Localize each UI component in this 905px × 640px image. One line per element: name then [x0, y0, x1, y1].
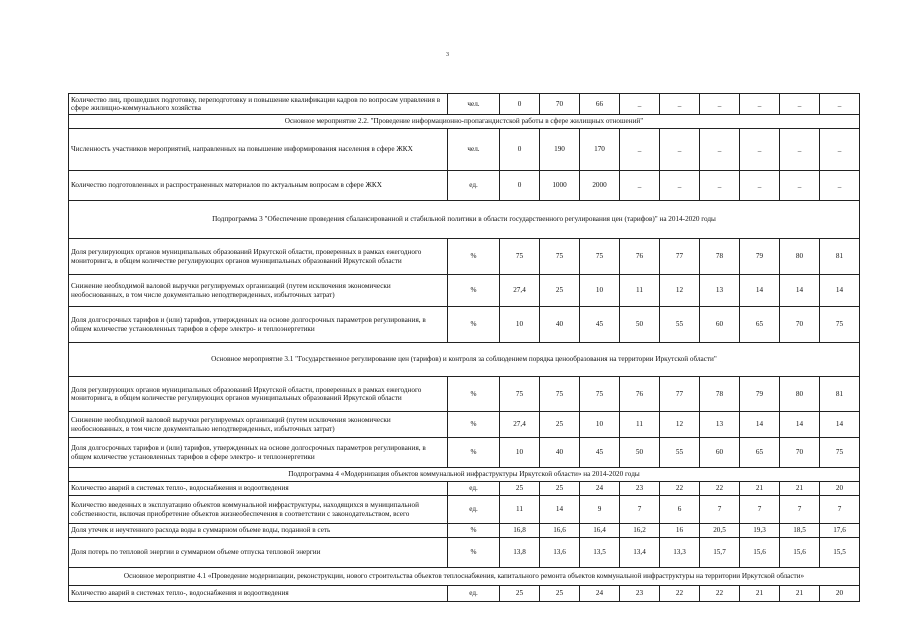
value-cell: _	[740, 129, 780, 171]
value-cell: 45	[580, 438, 620, 468]
value-cell: 7	[740, 496, 780, 524]
table-row	[69, 538, 860, 568]
value-cell: 11	[620, 275, 660, 307]
value-cell: 21	[740, 586, 780, 602]
section-title: Основное мероприятие 2.2. "Проведение информационно-пропагандистской работы в сфере жилищных отношений"	[69, 115, 860, 129]
value-cell: _	[820, 171, 860, 201]
value-cell: 16,8	[500, 524, 540, 538]
value-cell: 75	[540, 377, 580, 412]
indicator-name: Доля регулирующих органов муниципальных образований Иркутской области, проверенных в рамках ежегодного мониторинга, в общем количестве регулирующих органов муниципальных образований Иркутской области	[69, 239, 448, 275]
value-cell: 17,6	[820, 524, 860, 538]
section-header-row	[69, 115, 860, 129]
value-cell: 75	[580, 239, 620, 275]
section-title: Основное мероприятие 4.1 «Проведение модернизации, реконструкции, нового строительства объектов теплоснабжения, капитального ремонта объектов коммунальной инфраструктуры на территории Иркутской области»	[69, 568, 860, 586]
indicator-name: Количество аварий в системах тепло-, водоснабжения и водоотведения	[69, 482, 448, 496]
value-cell: 14	[740, 412, 780, 438]
value-cell: 15,7	[700, 538, 740, 568]
value-cell: 10	[500, 438, 540, 468]
indicator-name: Количество введенных в эксплуатацию объектов коммунальной инфраструктуры, находящихся в муниципальной собственности, включая приобретение объектов жизнеобеспечения в соответствии с законодательством, всего	[69, 496, 448, 524]
value-cell: 10	[500, 307, 540, 343]
value-cell: 0	[500, 94, 540, 115]
value-cell: 20	[820, 482, 860, 496]
value-cell: 9	[580, 496, 620, 524]
value-cell: 22	[660, 586, 700, 602]
value-cell: 81	[820, 377, 860, 412]
value-cell: 65	[740, 307, 780, 343]
value-cell: 27,4	[500, 275, 540, 307]
indicator-name: Доля долгосрочных тарифов и (или) тарифов, утвержденных на основе долгосрочных параметров регулирования, в общем количестве установленных тарифов в сфере электро- и теплоэнергетики	[69, 438, 448, 468]
unit-cell: ед.	[448, 496, 500, 524]
value-cell: 65	[740, 438, 780, 468]
unit-cell: ед.	[448, 482, 500, 496]
value-cell: 25	[540, 482, 580, 496]
section-title: Подпрограмма 3 "Обеспечение проведения сбалансированной и стабильной политики в области государственного регулирования цен (тарифов)" на 2014-2020 годы	[69, 201, 860, 239]
section-title: Основное мероприятие 3.1 "Государственное регулирование цен (тарифов) и контроля за соблюдением порядка ценообразования на территории Иркутской области"	[69, 343, 860, 377]
value-cell: 16,6	[540, 524, 580, 538]
value-cell: 75	[820, 307, 860, 343]
value-cell: _	[820, 129, 860, 171]
value-cell: _	[780, 94, 820, 115]
unit-cell: %	[448, 438, 500, 468]
value-cell: _	[620, 94, 660, 115]
value-cell: _	[660, 129, 700, 171]
value-cell: 0	[500, 171, 540, 201]
section-header-row	[69, 343, 860, 377]
value-cell: 13,8	[500, 538, 540, 568]
value-cell: 66	[580, 94, 620, 115]
indicator-name: Количество лиц, прошедших подготовку, переподготовку и повышение квалификации кадров по вопросам управления в сфере жилищно-коммунального хозяйства	[69, 94, 448, 115]
value-cell: 13,3	[660, 538, 700, 568]
table-row	[69, 94, 860, 115]
value-cell: _	[780, 129, 820, 171]
value-cell: 75	[540, 239, 580, 275]
section-title: Подпрограмма 4 «Модернизация объектов коммунальной инфраструктуры Иркутской области» на 2014-2020 годы	[69, 468, 860, 482]
table-row	[69, 524, 860, 538]
value-cell: 22	[700, 586, 740, 602]
table-row	[69, 482, 860, 496]
value-cell: 22	[660, 482, 700, 496]
value-cell: 14	[780, 275, 820, 307]
value-cell: 11	[620, 412, 660, 438]
value-cell: 77	[660, 377, 700, 412]
table-row	[69, 586, 860, 602]
indicator-name: Доля долгосрочных тарифов и (или) тарифов, утвержденных на основе долгосрочных параметров регулирования, в общем количестве установленных тарифов в сфере электро- и теплоэнергетики	[69, 307, 448, 343]
value-cell: 55	[660, 438, 700, 468]
value-cell: 10	[580, 275, 620, 307]
value-cell: 14	[540, 496, 580, 524]
value-cell: _	[700, 94, 740, 115]
indicator-name: Доля регулирующих органов муниципальных образований Иркутской области, проверенных в рамках ежегодного мониторинга, в общем количестве регулирующих органов муниципальных образований Иркутской области	[69, 377, 448, 412]
unit-cell: %	[448, 239, 500, 275]
value-cell: 7	[820, 496, 860, 524]
value-cell: 16,2	[620, 524, 660, 538]
table-row	[69, 496, 860, 524]
table-row	[69, 275, 860, 307]
value-cell: 75	[500, 239, 540, 275]
table-row	[69, 307, 860, 343]
value-cell: 15,6	[780, 538, 820, 568]
value-cell: 13	[700, 412, 740, 438]
unit-cell: %	[448, 524, 500, 538]
table-row	[69, 377, 860, 412]
value-cell: 21	[740, 482, 780, 496]
value-cell: 19,3	[740, 524, 780, 538]
value-cell: 50	[620, 307, 660, 343]
section-header-row	[69, 568, 860, 586]
unit-cell: ед.	[448, 586, 500, 602]
value-cell: 40	[540, 307, 580, 343]
unit-cell: %	[448, 275, 500, 307]
indicator-name: Снижение необходимой валовой выручки регулируемых организаций (путем исключения экономически необоснованных, в том числе документально неподтвержденных, избыточных затрат)	[69, 275, 448, 307]
value-cell: _	[700, 171, 740, 201]
indicator-name: Количество подготовленных и распространенных материалов по актуальным вопросам в сфере ЖКХ	[69, 171, 448, 201]
value-cell: 12	[660, 275, 700, 307]
value-cell: 25	[500, 482, 540, 496]
value-cell: 0	[500, 129, 540, 171]
value-cell: 11	[500, 496, 540, 524]
value-cell: 16	[660, 524, 700, 538]
value-cell: 1000	[540, 171, 580, 201]
value-cell: 79	[740, 239, 780, 275]
value-cell: 15,5	[820, 538, 860, 568]
value-cell: 10	[580, 412, 620, 438]
page-number: 3	[446, 52, 449, 58]
value-cell: 60	[700, 307, 740, 343]
unit-cell: %	[448, 307, 500, 343]
value-cell: 14	[740, 275, 780, 307]
indicator-name: Доля утечек и неучтенного расхода воды в суммарном объеме воды, поданной в сеть	[69, 524, 448, 538]
value-cell: 14	[820, 275, 860, 307]
value-cell: 78	[700, 377, 740, 412]
unit-cell: ед.	[448, 171, 500, 201]
value-cell: _	[780, 171, 820, 201]
value-cell: 18,5	[780, 524, 820, 538]
value-cell: _	[700, 129, 740, 171]
value-cell: 14	[780, 412, 820, 438]
value-cell: 190	[540, 129, 580, 171]
indicator-name: Доля потерь по тепловой энергии в суммарном объеме отпуска тепловой энергии	[69, 538, 448, 568]
value-cell: 170	[580, 129, 620, 171]
indicators-table	[68, 93, 860, 602]
value-cell: 16,4	[580, 524, 620, 538]
unit-cell: %	[448, 538, 500, 568]
unit-cell: чел.	[448, 129, 500, 171]
value-cell: 55	[660, 307, 700, 343]
value-cell: 25	[540, 586, 580, 602]
unit-cell: чел.	[448, 94, 500, 115]
value-cell: 81	[820, 239, 860, 275]
value-cell: 24	[580, 586, 620, 602]
value-cell: 7	[700, 496, 740, 524]
value-cell: 27,4	[500, 412, 540, 438]
value-cell: 20,5	[700, 524, 740, 538]
value-cell: 7	[780, 496, 820, 524]
value-cell: 2000	[580, 171, 620, 201]
value-cell: 75	[500, 377, 540, 412]
value-cell: _	[620, 171, 660, 201]
value-cell: 25	[500, 586, 540, 602]
value-cell: 70	[780, 438, 820, 468]
value-cell: 14	[820, 412, 860, 438]
value-cell: 7	[620, 496, 660, 524]
value-cell: 13,5	[580, 538, 620, 568]
table-row	[69, 129, 860, 171]
value-cell: 50	[620, 438, 660, 468]
indicator-name: Снижение необходимой валовой выручки регулируемых организаций (путем исключения экономически необоснованных, в том числе документально неподтвержденных, избыточных затрат)	[69, 412, 448, 438]
value-cell: 78	[700, 239, 740, 275]
value-cell: _	[620, 129, 660, 171]
value-cell: 15,6	[740, 538, 780, 568]
value-cell: 21	[780, 586, 820, 602]
value-cell: 45	[580, 307, 620, 343]
value-cell: 25	[540, 275, 580, 307]
value-cell: 22	[700, 482, 740, 496]
value-cell: 13	[700, 275, 740, 307]
section-header-row	[69, 201, 860, 239]
indicator-name: Количество аварий в системах тепло-, водоснабжения и водоотведения	[69, 586, 448, 602]
value-cell: _	[740, 94, 780, 115]
table-row	[69, 412, 860, 438]
value-cell: 20	[820, 586, 860, 602]
value-cell: 13,6	[540, 538, 580, 568]
value-cell: 23	[620, 482, 660, 496]
unit-cell: %	[448, 412, 500, 438]
value-cell: 24	[580, 482, 620, 496]
value-cell: _	[660, 94, 700, 115]
value-cell: 6	[660, 496, 700, 524]
table-row	[69, 239, 860, 275]
value-cell: 80	[780, 239, 820, 275]
value-cell: 76	[620, 239, 660, 275]
value-cell: _	[740, 171, 780, 201]
value-cell: 21	[780, 482, 820, 496]
value-cell: _	[820, 94, 860, 115]
indicator-name: Численность участников мероприятий, направленных на повышение информирования населения в сфере ЖКХ	[69, 129, 448, 171]
table-row	[69, 171, 860, 201]
value-cell: 60	[700, 438, 740, 468]
value-cell: 13,4	[620, 538, 660, 568]
unit-cell: %	[448, 377, 500, 412]
value-cell: 25	[540, 412, 580, 438]
value-cell: 12	[660, 412, 700, 438]
table-row	[69, 438, 860, 468]
value-cell: 70	[540, 94, 580, 115]
value-cell: 23	[620, 586, 660, 602]
value-cell: 76	[620, 377, 660, 412]
value-cell: 40	[540, 438, 580, 468]
section-header-row	[69, 468, 860, 482]
value-cell: 70	[780, 307, 820, 343]
value-cell: 77	[660, 239, 700, 275]
value-cell: 80	[780, 377, 820, 412]
value-cell: 79	[740, 377, 780, 412]
value-cell: 75	[820, 438, 860, 468]
value-cell: _	[660, 171, 700, 201]
value-cell: 75	[580, 377, 620, 412]
